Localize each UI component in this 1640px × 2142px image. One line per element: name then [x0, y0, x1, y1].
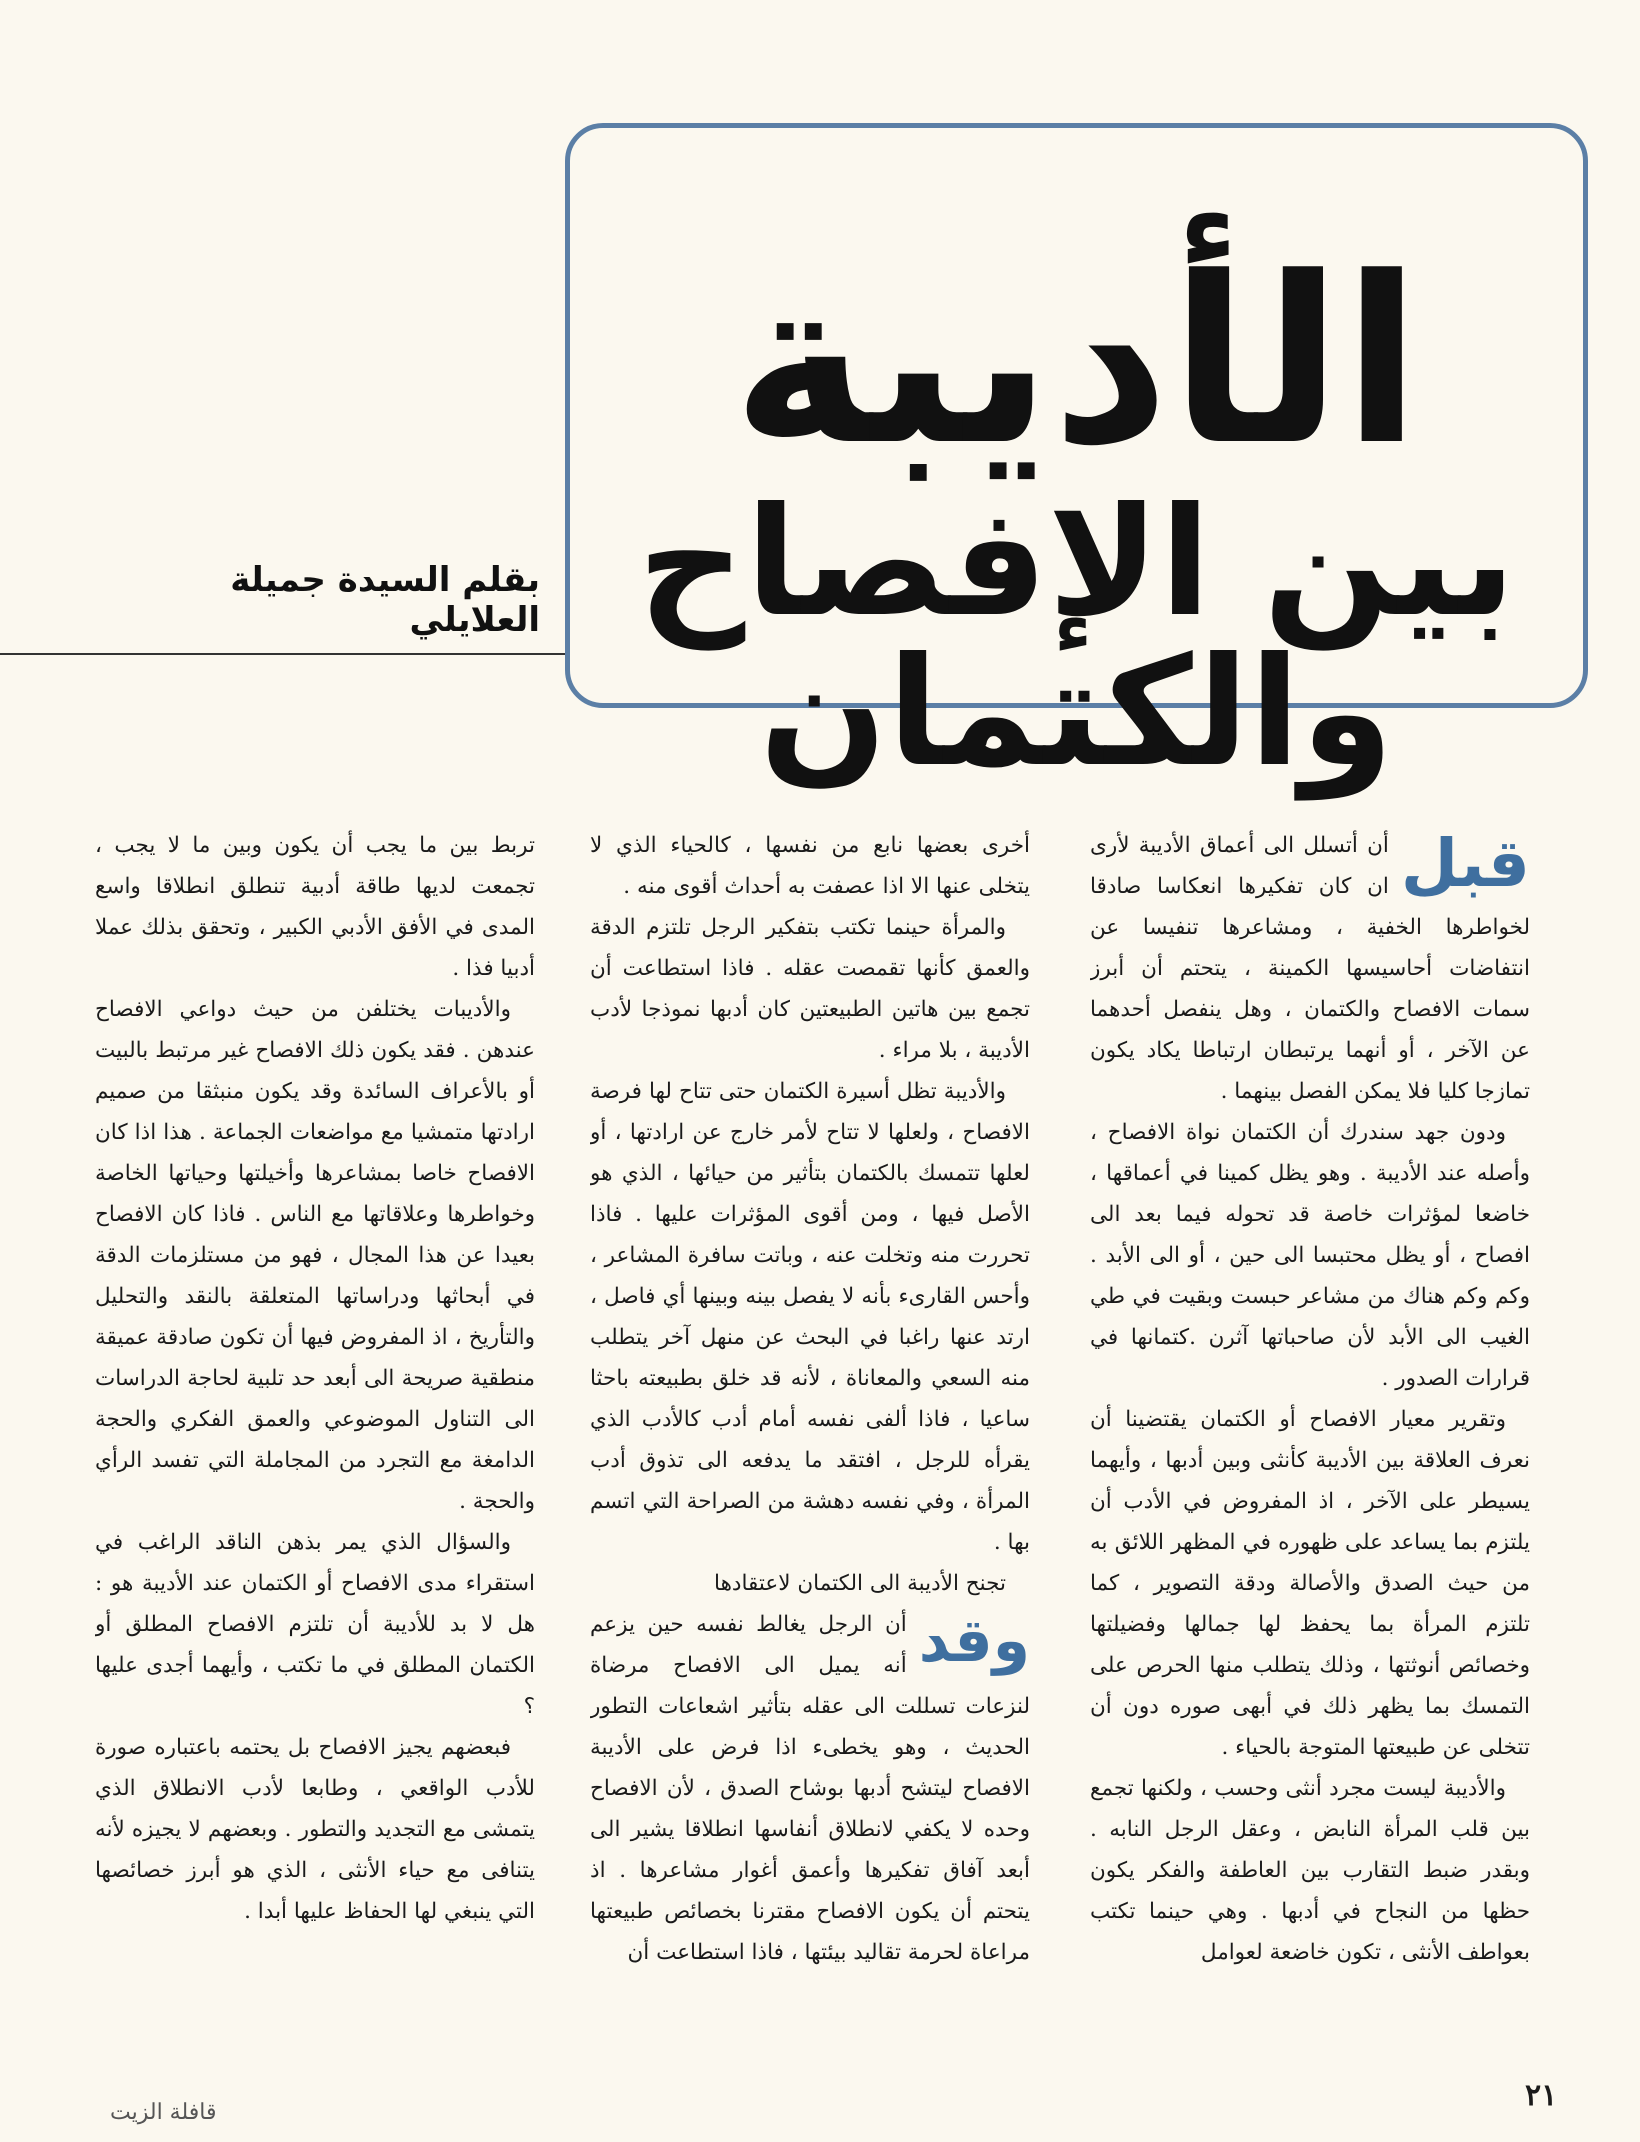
paragraph: فبعضهم يجيز الافصاح بل يحتمه باعتباره صورة للأدب الواقعي ، وطابعا لأدب الانطلاق الذي يتمشى مع التجديد والتطور . وبعضهم لا يجيزه لأنه يتنافى مع حياء الأنثى ، الذي هو أبرز خصائصها التي ينبغي لها الحفاظ عليها أبدا .: [95, 1735, 535, 1924]
article-title: الأديبة: [731, 229, 1422, 496]
column-left: [95, 825, 535, 2005]
paragraph: والأديبة ليست مجرد أنثى وحسب ، ولكنها تجمع بين قلب المرأة النابض ، وعقل الرجل النابه . وبقدر ضبط التقارب بين العاطفة والفكر يكون حظها من النجاح في أدبها . وهي حينما تكتب بعواطف الأنثى ، تكون خاضعة لعوامل: [1090, 1776, 1530, 1965]
paragraph: والأديبة تظل أسيرة الكتمان حتى تتاح لها فرصة الافصاح ، ولعلها لا تتاح لأمر خارج عن ارادتها ، أو لعلها تتمسك بالكتمان بتأثير من حيائها ، الذي هو الأصل فيها ، ومن أقوى المؤثرات عليها . فاذا تحررت منه وتخلت عنه ، وباتت سافرة المشاعر ، وأحس القارىء بأنه لا يفصل بينه وبينها أي فاصل ، ارتد عنها راغبا في البحث عن منهل آخر يتطلب منه السعي والمعاناة ، لأنه قد خلق بطبيعته باحثا ساعيا ، فاذا ألفى نفسه أمام أدب كالأدب الذي يقرأه للرجل ، افتقد ما يدفعه الى تذوق أدب المرأة ، وفي نفسه دهشة من الصراحة التي اتسم بها .: [590, 1079, 1030, 1555]
paragraph: والمرأة حينما تكتب بتفكير الرجل تلتزم الدقة والعمق كأنها تقمصت عقله . فاذا استطاعت أن تجمع بين هاتين الطبيعتين كان أدبها نموذجا لأدب الأديبة ، بلا مراء .: [590, 915, 1030, 1063]
paragraph: أن أتسلل الى أعماق الأديبة لأرى ان كان تفكيرها انعكاسا صادقا لخواطرها الخفية ، ومشاعرها تنفيسا عن انتفاضات أحاسيسها الكمينة ، يتحتم أن أبرز سمات الافصاح والكتمان ، وهل ينفصل أحدهما عن الآخر ، أو أنهما يرتبطان ارتباطا يكاد يكون تمازجا كليا فلا يمكن الفصل بينهما .: [1090, 833, 1530, 1104]
article-subtitle: بين الإفصاح والكتمان: [637, 476, 1516, 800]
paragraph: أخرى بعضها نابع من نفسها ، كالحياء الذي لا يتخلى عنها الا اذا عصفت به أحداث أقوى منه .: [590, 833, 1030, 899]
paragraph: والسؤال الذي يمر بذهن الناقد الراغب في استقراء مدى الافصاح أو الكتمان عند الأديبة هو : هل لا بد للأديبة أن تلتزم الافصاح المطلق أو الكتمان المطلق في ما تكتب ، وأيهما أجدى عليها ؟: [95, 1530, 535, 1719]
dropcap-middle: وقد: [918, 1606, 1030, 1676]
title-frame: [565, 123, 1588, 800]
paragraph: وتقرير معيار الافصاح أو الكتمان يقتضينا أن نعرف العلاقة بين الأديبة كأنثى وبين أدبها ، وأيهما يسيطر على الآخر ، اذ المفروض في الأدب أن يلتزم بما يساعد على ظهوره في المظهر اللائق به من حيث الصدق والأصالة ودقة التصوير ، كما تلتزم المرأة بما يحفظ لها جمالها وفضيلتها وخصائص أنوثتها ، وذلك يتطلب منها الحرص على التمسك بما يظهر ذلك في أبهى صوره دون أن تتخلى عن طبيعتها المتوجة بالحياء .: [1090, 1407, 1530, 1760]
column-right: [1090, 825, 1530, 2005]
paragraph: تجنح الأديبة الى الكتمان لاعتقادها: [714, 1571, 1006, 1596]
paragraph: تربط بين ما يجب أن يكون وبين ما لا يجب ، تجمعت لديها طاقة أدبية تنطلق انطلاقا واسع المدى في الأفق الأدبي الكبير ، وتحقق بذلك عملا أدبيا فذا .: [95, 833, 535, 981]
dropcap-right: قبل: [1400, 825, 1530, 902]
header-rule: [0, 653, 567, 655]
paragraph: أن الرجل يغالط نفسه حين يزعم أنه يميل الى الافصاح مرضاة لنزعات تسللت الى عقله بتأثير اشعاعات التطور الحديث ، وهو يخطىء اذا فرض على الأديبة الافصاح ليتشح أدبها بوشاح الصدق ، لأن الافصاح وحده لا يكفي لانطلاق أنفاسها انطلاقا يشير الى أبعد آفاق تفكيرها وأعمق أغوار مشاعرها . اذ يتحتم أن يكون الافصاح مقترنا بخصائص طبيعتها مراعاة لحرمة تقاليد بيئتها ، فاذا استطاعت أن: [590, 1612, 1030, 1965]
page-number: ٢١: [1525, 2078, 1558, 2113]
author-byline: بقلم السيدة جميلة العلايلي: [230, 560, 540, 640]
magazine-name: قافلة الزيت: [110, 2100, 217, 2125]
paragraph: والأديبات يختلفن من حيث دواعي الافصاح عندهن . فقد يكون ذلك الافصاح غير مرتبط بالبيت أو بالأعراف السائدة وقد يكون منبثقا من صميم ارادتها متمشيا مع مواضعات الجماعة . هذا اذا كان الافصاح خاصا بمشاعرها وأخيلتها وحياتها الخاصة وخواطرها وعلاقاتها مع الناس . فاذا كان الافصاح بعيدا عن هذا المجال ، فهو من مستلزمات الدقة في أبحاثها ودراساتها المتعلقة بالنقد والتحليل والتأريخ ، اذ المفروض فيها أن تكون صادقة عميقة منطقية صريحة الى أبعد حد تلبية لحاجة الدراسات الى التناول الموضوعي والعمق الفكري والحجة الدامغة مع التجرد من المجاملة التي تفسد الرأي والحجة .: [95, 997, 535, 1514]
paragraph: ودون جهد سندرك أن الكتمان نواة الافصاح ، وأصله عند الأديبة . وهو يظل كمينا في أعماقها ، خاضعا لمؤثرات خاصة قد تحوله فيما بعد الى افصاح ، أو يظل محتبسا الى حين ، أو الى الأبد . وكم وكم هناك من مشاعر حبست وبقيت في طي الغيب الى الأبد لأن صاحباتها آثرن .كتمانها في قرارات الصدور .: [1090, 1120, 1530, 1391]
column-middle: [590, 825, 1030, 2005]
